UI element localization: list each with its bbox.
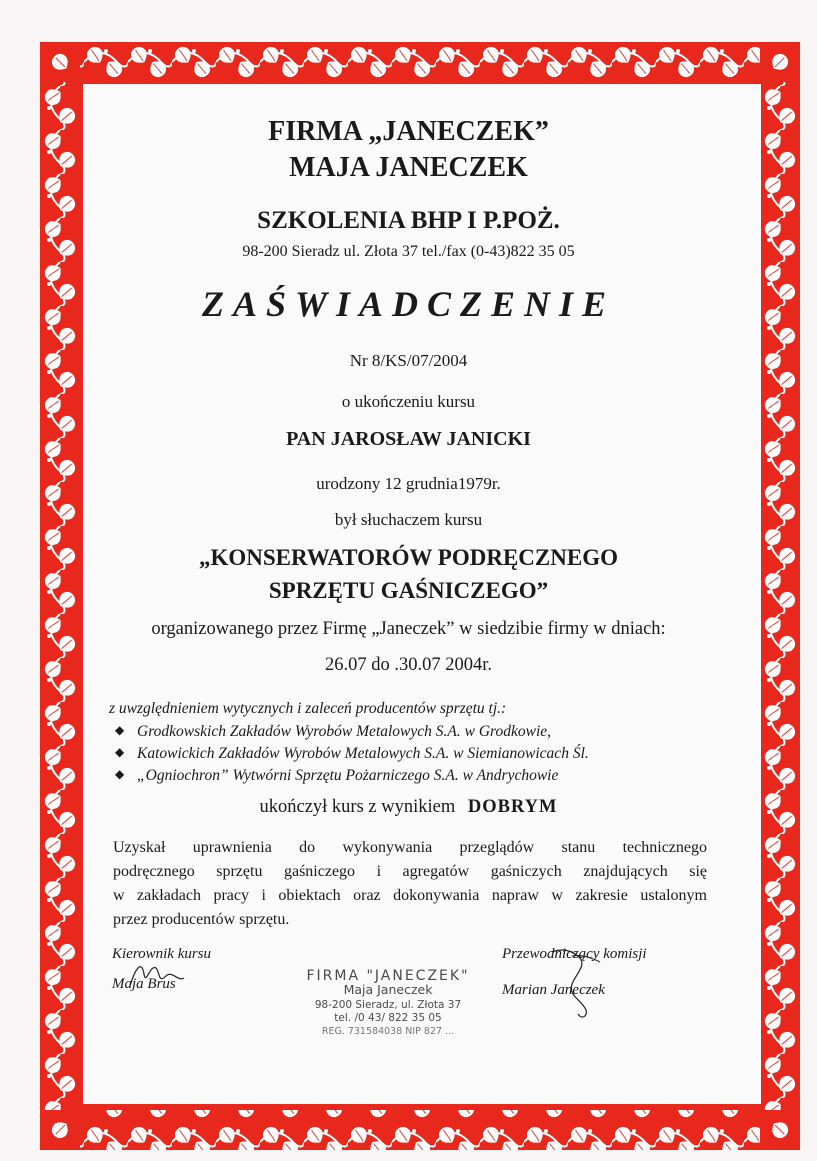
list-item-text: „Ogniochron” Wytwórni Sprzętu Pożarniczego S.A. w Andrychowie	[137, 767, 559, 784]
guidelines-intro: z uwzględnieniem wytycznych i zaleceń producentów sprzętu tj.:	[109, 700, 507, 717]
list-item	[115, 723, 589, 741]
company-stamp	[288, 970, 488, 1038]
signature-block-left	[112, 946, 211, 993]
list-item	[115, 745, 589, 763]
diamond-bullet-icon: ◆	[115, 723, 125, 737]
committee-chair-name: Marian Janeczek	[502, 982, 605, 998]
certificate-title: ZAŚWIADCZENIE	[201, 284, 616, 324]
course-leader-name: Maja Brus	[112, 976, 176, 992]
list-item-text: Katowickich Zakładów Wyrobów Metalowych S.A. w Siemianowicach Śl.	[137, 745, 589, 762]
company-name: FIRMA „JANECZEK”	[268, 116, 549, 147]
stamp-address: 98-200 Sieradz, ul. Złota 37	[314, 999, 462, 1011]
list-item-text: Grodkowskich Zakładów Wyrobów Metalowych S.A. w Grodkowie,	[137, 723, 552, 740]
course-dates: 26.07 do .30.07 2004r.	[324, 655, 492, 675]
entitlement-line: podręcznego sprzętu gaśniczego i agregatów gaśniczych znajdujących się	[113, 863, 707, 880]
handwritten-signature-left	[122, 956, 202, 996]
diamond-bullet-icon: ◆	[115, 745, 125, 759]
entitlement-line: Uzyskał uprawnienia do wykonywania przeglądów stanu technicznego	[113, 839, 707, 856]
birth-date: urodzony 12 grudnia1979r.	[316, 474, 501, 493]
result-prefix: ukończył kurs z wynikiem	[259, 797, 456, 817]
stamp-company: FIRMA "JANECZEK"	[306, 968, 470, 984]
entitlement-line: przez producentów sprzętu.	[113, 911, 290, 928]
course-name-line1: „KONSERWATORÓW PODRĘCZNEGO	[198, 545, 618, 570]
organizer-line: organizowanego przez Firmę „Janeczek” w siedzibie firmy w dniach:	[151, 619, 666, 639]
signature-block-right	[502, 946, 647, 999]
handwritten-signature-right	[542, 944, 632, 1024]
stamp-registration: REG. 731584038 NIP 827 ...	[321, 1026, 455, 1037]
certificate-number: Nr 8/KS/07/2004	[349, 351, 468, 370]
course-leader-role: Kierownik kursu	[112, 946, 212, 962]
subject-line: o ukończeniu kursu	[341, 392, 476, 411]
recipient-name: PAN JAROSŁAW JANICKI	[286, 428, 531, 450]
result-grade: DOBRYM	[467, 797, 558, 817]
result-line	[0, 797, 817, 818]
entitlement-paragraph	[113, 836, 707, 932]
course-name-line2: SPRZĘTU GAŚNICZEGO”	[268, 578, 549, 603]
list-item	[115, 767, 589, 785]
diamond-bullet-icon: ◆	[115, 767, 125, 781]
stamp-phone: tel. /0 43/ 822 35 05	[334, 1012, 442, 1024]
service-title: SZKOLENIA BHP I P.POŻ.	[257, 207, 560, 234]
participant-line: był słuchaczem kursu	[334, 510, 483, 529]
company-address: 98-200 Sieradz ul. Złota 37 tel./fax (0-43)822 35 05	[242, 243, 575, 260]
committee-chair-role: Przewodniczący komisji	[502, 946, 647, 962]
guidelines-list	[109, 700, 589, 789]
owner-name: MAJA JANECZEK	[289, 152, 528, 183]
entitlement-line: w zakładach pracy i obiektach oraz dokonywania napraw w zakresie ustalonym	[113, 887, 707, 904]
stamp-owner: Maja Janeczek	[343, 982, 433, 997]
